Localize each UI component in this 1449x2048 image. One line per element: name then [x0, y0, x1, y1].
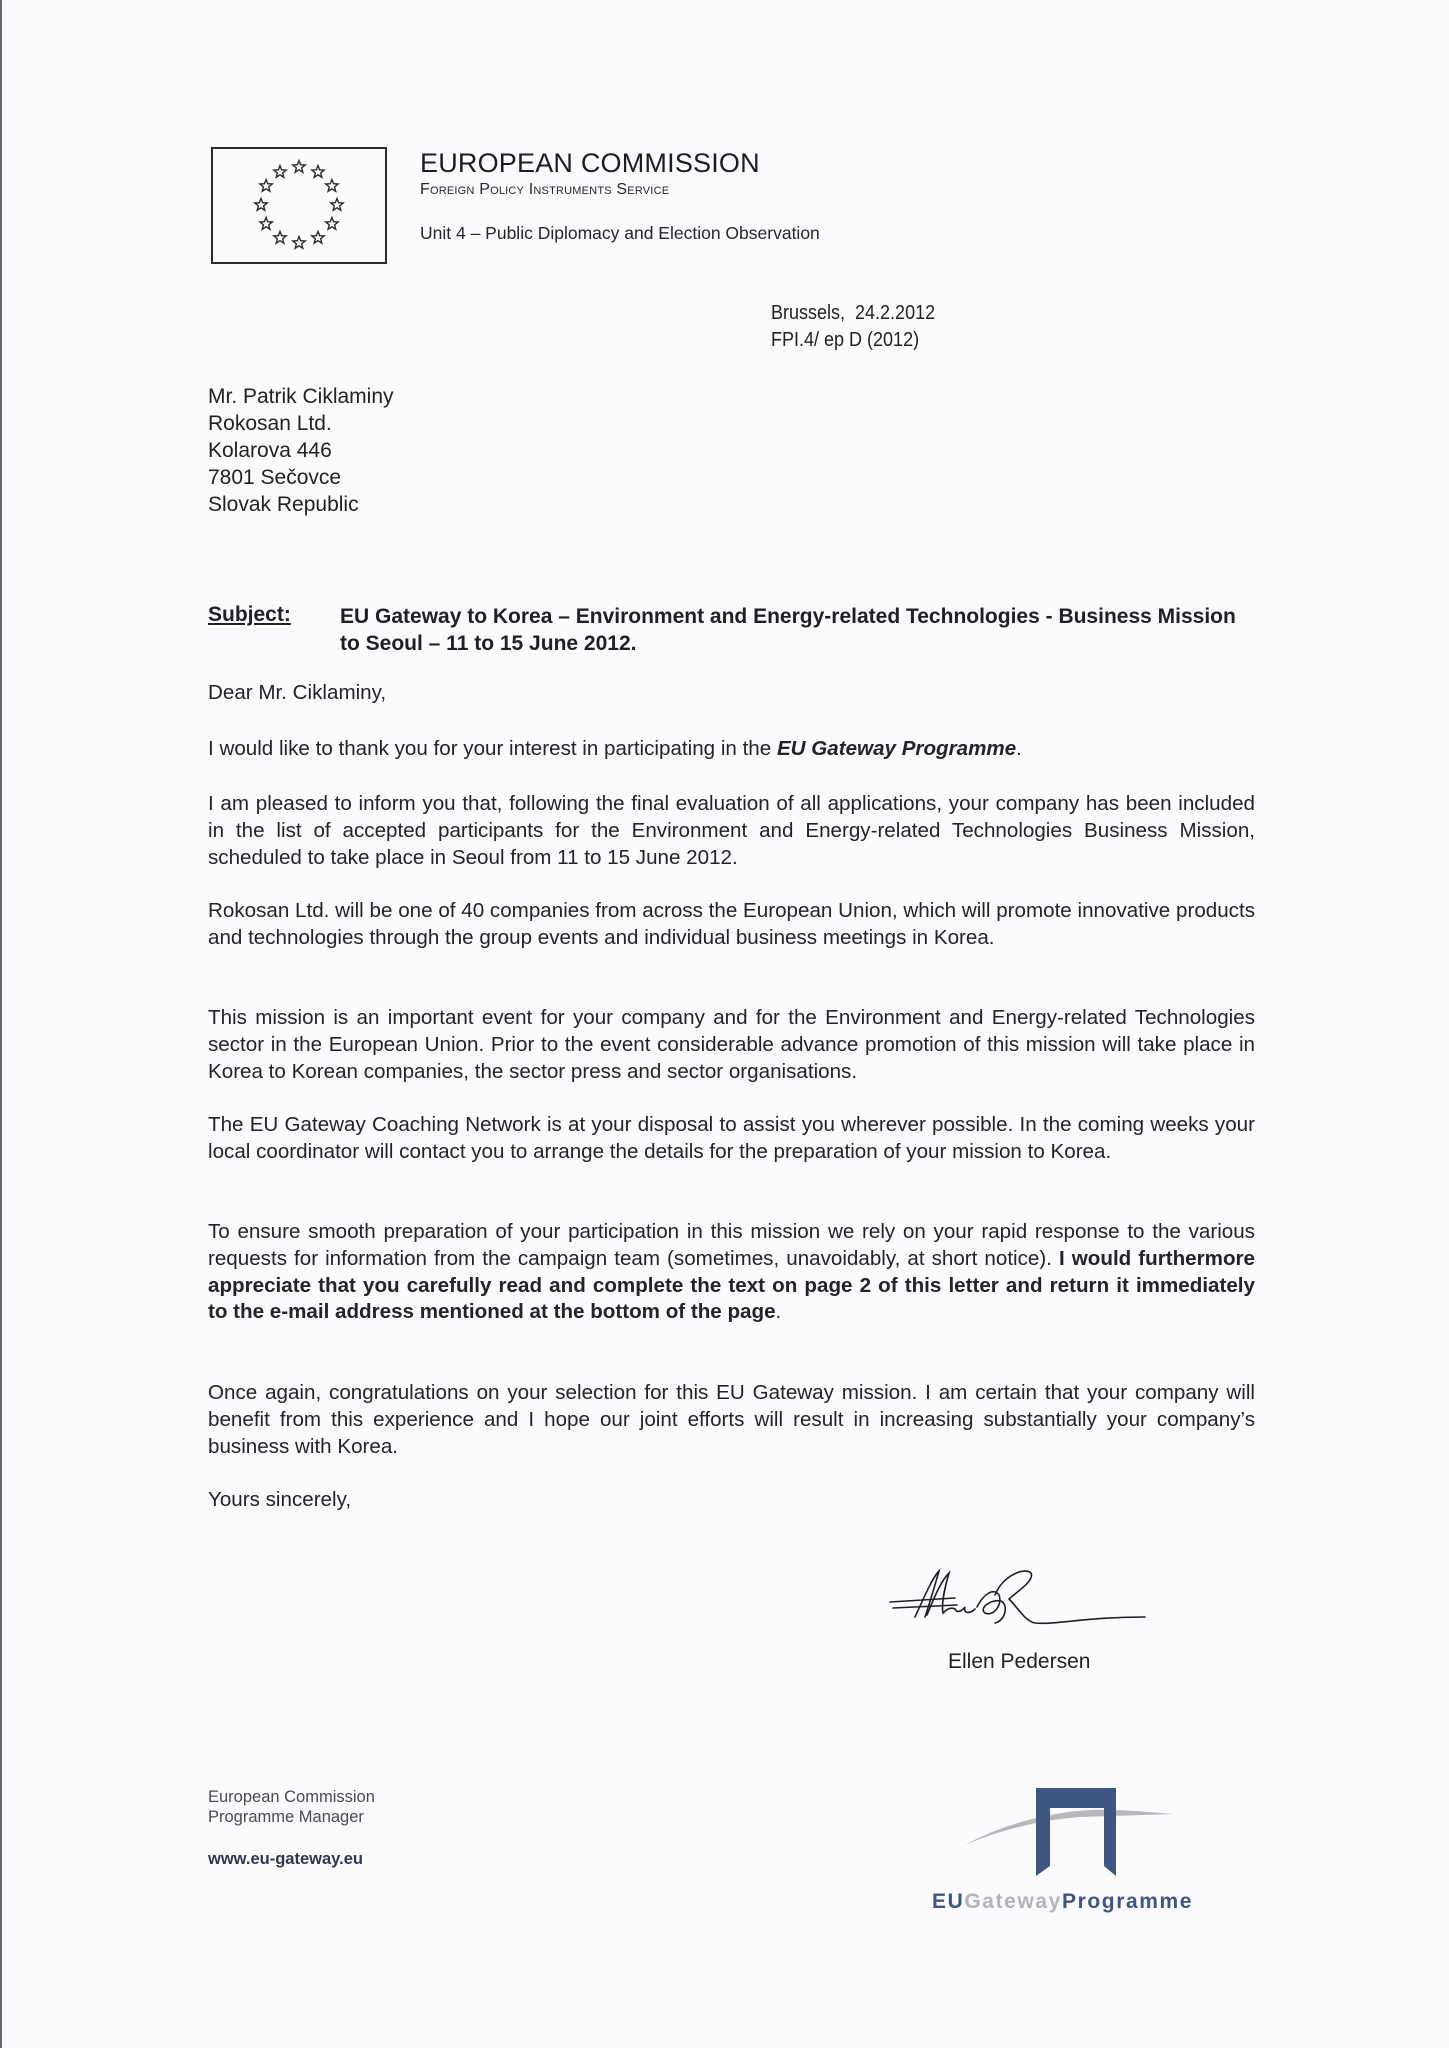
logo-text-eu: EU	[932, 1890, 965, 1913]
footer-org-line-2: Programme Manager	[208, 1808, 364, 1826]
handwritten-signature	[885, 1565, 1155, 1640]
reference-number: FPI.4/ ep D (2012)	[771, 329, 920, 351]
eu-gateway-logo	[960, 1770, 1190, 1885]
star-icon	[312, 231, 324, 243]
date-reference-block	[771, 300, 935, 354]
eu-gateway-logo-text	[932, 1890, 1193, 1914]
signature-scribble-icon	[885, 1565, 1155, 1635]
page-edge	[0, 0, 2, 2048]
star-icon	[326, 218, 338, 230]
recipient-name: Mr. Patrik Ciklaminy	[208, 385, 394, 408]
org-title: EUROPEAN COMMISSION	[420, 148, 760, 178]
paragraph-4: This mission is an important event for your company and for the Environment and Energy-related Technologies sector in the European Union. Prior to the event considerable advance promotion of this mission will take place in Korea to Korean companies, the sector press and sector organisations.	[208, 1006, 1255, 1083]
place-date: Brussels, 24.2.2012	[771, 302, 936, 324]
paragraph-6-text: To ensure smooth preparation of your participation in this mission we rely on your rapid response to the various requests for information from the campaign team (sometimes, unavoidably, at short notice).	[208, 1220, 1255, 1270]
signer-name: Ellen Pedersen	[948, 1650, 1091, 1673]
star-icon	[274, 231, 286, 243]
star-icon	[255, 199, 267, 211]
star-icon	[293, 237, 305, 249]
paragraph-6	[208, 1219, 1255, 1326]
subject-label: Subject:	[208, 603, 291, 626]
paragraph-6-end: .	[775, 1300, 782, 1324]
paragraph-2: I am pleased to inform you that, following the final evaluation of all applications, your company has been included in the list of accepted participants for the Environment and Energy-related Technologies Business Mission, scheduled to take place in Seoul from 11 to 15 June 2012.	[208, 792, 1255, 869]
recipient-company: Rokosan Ltd.	[208, 412, 332, 435]
logo-text-gateway: Gateway	[964, 1890, 1062, 1913]
paragraph-1-end: .	[1016, 737, 1022, 760]
paragraph-1-text: I would like to thank you for your interest in participating in the	[208, 737, 777, 760]
star-icon	[312, 166, 324, 178]
org-unit: Unit 4 – Public Diplomacy and Election Observation	[420, 223, 820, 243]
star-icon	[274, 166, 286, 178]
paragraph-5: The EU Gateway Coaching Network is at your disposal to assist you wherever possible. In the coming weeks your local coordinator will contact you to arrange the details for the preparation of your mission to Korea.	[208, 1113, 1255, 1163]
eu-flag-stars-icon	[213, 149, 385, 262]
salutation: Dear Mr. Ciklaminy,	[208, 681, 387, 704]
recipient-country: Slovak Republic	[208, 493, 359, 516]
star-icon	[293, 161, 305, 173]
paragraph-7: Once again, congratulations on your selection for this EU Gateway mission. I am certain that your company will benefit from this experience and I hope our joint efforts will result in increasing substantially your company’s business with Korea.	[208, 1381, 1255, 1458]
paragraph-1	[208, 736, 1255, 763]
footer-website-link[interactable]: www.eu-gateway.eu	[208, 1850, 363, 1868]
eu-flag-emblem	[211, 147, 387, 264]
logo-text-programme: Programme	[1061, 1890, 1194, 1913]
footer-organization	[208, 1787, 375, 1827]
gateway-arch-icon	[960, 1770, 1190, 1880]
closing: Yours sincerely,	[208, 1488, 352, 1511]
programme-name-emphasis: EU Gateway Programme	[776, 737, 1017, 760]
star-icon	[260, 218, 272, 230]
recipient-street: Kolarova 446	[208, 439, 332, 462]
paragraph-3: Rokosan Ltd. will be one of 40 companies from across the European Union, which will promote innovative products and technologies through the group events and individual business meetings in Korea.	[208, 899, 1255, 949]
star-icon	[326, 180, 338, 192]
footer-org-line-1: European Commission	[208, 1788, 375, 1806]
org-service: Foreign Policy Instruments Service	[420, 181, 670, 198]
recipient-address	[208, 383, 394, 518]
subject-text: EU Gateway to Korea – Environment and Energy-related Technologies - Business Mission to Seoul – 11 to 15 June 2012.	[340, 605, 1236, 655]
paragraph-6-bold-request: I would furthermore appreciate that you carefully read and complete the text on page 2 of this letter and return it immediately to the e-mail address mentioned at the bottom of the page	[208, 1246, 1255, 1324]
star-icon	[260, 180, 272, 192]
recipient-city: 7801 Sečovce	[208, 466, 342, 489]
star-icon	[331, 199, 343, 211]
